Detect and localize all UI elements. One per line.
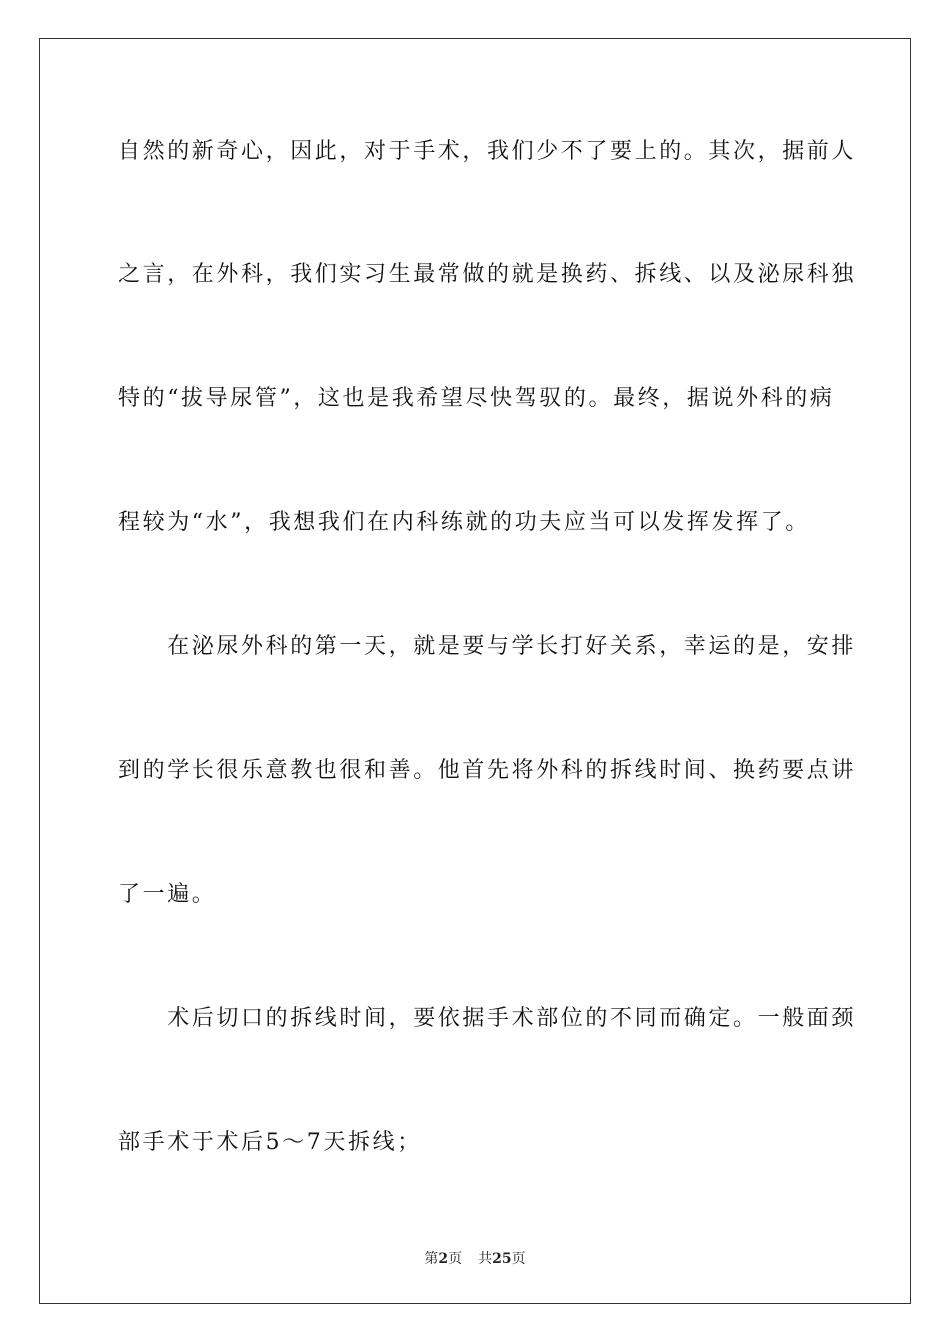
- text-line-5: 在泌尿外科的第一天，就是要与学长打好关系，幸运的是，安排: [118, 634, 857, 659]
- page-border: [39, 38, 911, 1304]
- page-prefix: 第: [424, 1251, 439, 1267]
- total-prefix: 共: [478, 1251, 493, 1267]
- text-line-3: 特的“拔导尿管”，这也是我希望尽快驾驭的。最终，据说外科的病: [118, 386, 835, 411]
- text-line-4: 程较为“水”，我想我们在内科练就的功夫应当可以发挥发挥了。: [118, 510, 810, 535]
- text-line-8: 术后切口的拆线时间，要依据手术部位的不同而确定。一般面颈: [118, 1006, 857, 1031]
- text-line-6: 到的学长很乐意教也很和善。他首先将外科的拆线时间、换药要点讲: [118, 758, 857, 783]
- total-suffix: 页: [511, 1251, 526, 1267]
- total-pages: 25: [492, 1251, 512, 1267]
- text-line-9: 部手术于术后5～7天拆线；: [118, 1130, 422, 1155]
- page-footer: [0, 1248, 950, 1268]
- text-line-1: 自然的新奇心，因此，对于手术，我们少不了要上的。其次，据前人: [118, 139, 857, 164]
- page-suffix: 页: [448, 1251, 463, 1267]
- text-line-2: 之言，在外科，我们实习生最常做的就是换药、拆线、以及泌尿科独: [118, 262, 857, 287]
- page-number: 2: [438, 1251, 449, 1267]
- text-line-7: 了一遍。: [118, 882, 217, 907]
